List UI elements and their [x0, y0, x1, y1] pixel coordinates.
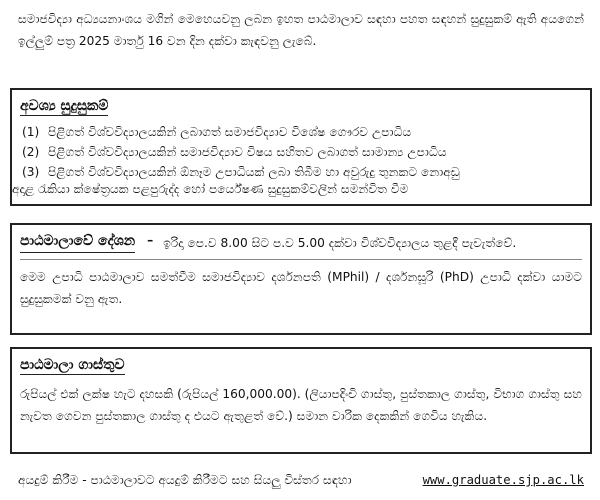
list-item — [22, 122, 582, 142]
list-item — [22, 142, 582, 162]
list-item-text: පිළිගත් විශ්වවිද්‍යාලයකින් ලබාගත් සමාජවිද්‍යාව විශේෂ ගෞරව උපාධිය — [48, 125, 412, 139]
list-item-text: පිළිගත් විශ්වවිද්‍යාලයකින් සමාජවිද්‍යාව විෂය සහිතව ලබාගත් සාමාන්‍ය උපාධිය — [48, 145, 447, 159]
schedule-separator: – — [147, 233, 154, 247]
intro-paragraph: සමාජවිද්‍යා අධ්‍යයනාංශය මගින් මෙහෙයවනු ලබන ඉහත පාඨමාලාව සඳහා පහත සඳහන් සුදුසුකම් ඇති අයගෙන් ඉල්ලුම් පත්‍ර 2025 මාර්තු 16 වන දින දක්වා කැඳවනු ලැබේ. — [18, 12, 584, 48]
list-item — [22, 162, 582, 182]
fees-heading: පාඨමාලා ගාස්තුව — [20, 357, 125, 373]
list-item-continuation: අදාළ රැකියා ක්ෂේත්‍රයක පළපුරුද්ද හෝ පර්යේෂණ සුදුසුකම්වලින් සමන්විත වීම — [12, 182, 409, 196]
schedule-text: ඉරිදා පෙ.ව 8.00 සිට ප.ව 5.00 දක්වා විශ්වවිද්‍යාලය තුළදී පැවැත්වේ. — [163, 236, 517, 250]
degree-progression-note: මෙම උපාධි පාඨමාලාව සමත්වීම සමාජවිද්‍යාව දර්ශනපති (MPhil) / දර්ශනසූරි (PhD) උපාධි දක්වා යාමට සුදුසුකමක් වනු ඇත. — [20, 259, 582, 310]
requirements-list — [22, 122, 582, 182]
schedule-heading: පාඨමාලාවේ දේශන — [20, 233, 135, 253]
requirements-heading: අවශ්‍ය සුදුසුකම් — [20, 98, 109, 114]
schedule-section — [10, 223, 592, 335]
schedule-row — [20, 233, 590, 253]
fees-section — [10, 347, 592, 454]
requirements-section — [10, 88, 592, 206]
list-item-number: (2) — [22, 145, 40, 159]
website-link[interactable]: www.graduate.sjp.ac.lk — [422, 473, 584, 487]
list-item-number: (1) — [22, 125, 40, 139]
list-item-text: පිළිගත් විශ්වවිද්‍යාලයකින් ඕනෑම උපාධියක් ලබා තිබීම හා අවුරුදු තුනකට නොඅඩු — [48, 165, 460, 179]
fees-text: රුපියල් එක් ලක්ෂ හැට දහසකි (රුපියල් 160,000.00). (ලියාපදිංචි ගාස්තු, පුස්තකාල ගාස්තු, විභාග ගාස්තු සහ නැවත ගෙවන පුස්තකාල ගාස්තු ද එයට ඇතුළත් වේ.) සමාන වාරික දෙකකින් ගෙවිය හැකිය. — [20, 387, 582, 423]
footer-text: අයදුම් කිරීම - පාඨමාලාවට අයදුම් කිරීමට සහ සියලු විස්තර සඳහා — [18, 473, 352, 487]
list-item-number: (3) — [22, 165, 40, 179]
application-footer — [10, 464, 592, 500]
